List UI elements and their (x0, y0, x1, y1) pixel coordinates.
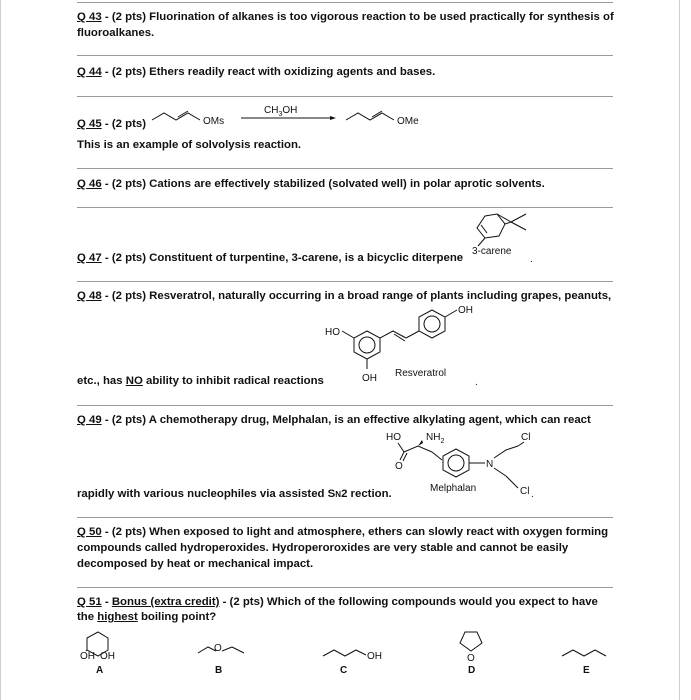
choice-d-structure (460, 632, 482, 664)
question-50-line3: decomposed by heat or mechanical impact. (77, 558, 314, 570)
period: . (530, 254, 533, 265)
melphalan-label: Melphalan (430, 483, 477, 494)
q45-reactant-structure (152, 111, 224, 127)
q45-arrow (241, 105, 336, 120)
question-44: Q 44 - (2 pts) Ethers readily react with oxidizing agents and bases. (77, 66, 436, 78)
chlorine-label: Cl (520, 486, 530, 497)
nitrogen-label: N (486, 459, 494, 470)
choice-b-label[interactable]: B (215, 665, 223, 676)
question-number[interactable]: Q 47 (77, 252, 102, 264)
oh-label: OH (100, 651, 115, 662)
question-48: Q 48 - (2 pts) Resveratrol, naturally occurring in a broad range of plants including grapes, peanuts, (77, 290, 612, 302)
resveratrol-label: Resveratrol (395, 368, 447, 379)
carene-structure (477, 214, 526, 246)
reagent-label: $CH_3OH$ (264, 105, 298, 118)
oxygen-label: O (467, 653, 475, 664)
oh-label: OH (362, 373, 377, 384)
question-number[interactable]: Q 49 (77, 414, 102, 426)
choice-c-label[interactable]: C (340, 665, 348, 676)
question-49-line2: rapidly with various nucleophiles via assisted SN2 rection. (77, 488, 392, 500)
question-number[interactable]: Q 46 (77, 178, 102, 190)
question-51-line2: the highest boiling point? (77, 611, 217, 623)
question-number[interactable]: Q 44 (77, 66, 102, 78)
choice-e-structure (562, 650, 606, 656)
question-49: Q 49 - (2 pts) A chemotherapy drug, Melphalan, is an effective alkylating agent, which can react (77, 414, 591, 426)
choice-a-structure (80, 632, 115, 662)
period: . (475, 377, 478, 388)
chlorine-label: Cl (521, 432, 531, 443)
question-43-line2: fluoroalkanes. (77, 27, 155, 39)
question-number[interactable]: Q 45 (77, 118, 102, 130)
ome-label: OMe (397, 116, 419, 127)
question-number[interactable]: Q 48 (77, 290, 102, 302)
question-47: Q 47 - (2 pts) Constituent of turpentine, 3-carene, is a bicyclic diterpene (77, 252, 464, 264)
ho-label: HO (325, 327, 340, 338)
period: . (531, 489, 534, 500)
oxygen-label: O (395, 461, 403, 472)
question-number[interactable]: Q 51 (77, 596, 102, 608)
question-51: Q 51 - Bonus (extra credit) - (2 pts) Which of the following compounds would you expect to have (77, 596, 598, 608)
question-43: Q 43 - (2 pts) Fluorination of alkanes is too vigorous reaction to be used practically for synthesis of (77, 11, 614, 23)
choice-b-structure (198, 643, 244, 654)
choice-d-label[interactable]: D (468, 665, 476, 676)
question-45: Q 45 - (2 pts) (77, 118, 146, 130)
question-45-note: This is an example of solvolysis reaction. (77, 139, 302, 151)
ho-label: HO (386, 432, 401, 443)
question-46: Q 46 - (2 pts) Cations are effectively stabilized (solvated well) in polar aprotic solvents. (77, 178, 545, 190)
question-number[interactable]: Q 43 (77, 11, 102, 23)
question-50: Q 50 - (2 pts) When exposed to light and atmosphere, ethers can slowly react with oxygen forming (77, 526, 609, 538)
choice-c-structure (323, 650, 382, 662)
question-48-line2: etc., has NO ability to inhibit radical reactions (77, 375, 324, 387)
oxygen-label: O (214, 643, 222, 654)
nh2-label: $NH_2$ (426, 432, 445, 445)
choice-e-label[interactable]: E (583, 665, 590, 676)
q45-product-structure (346, 111, 419, 127)
oh-label: OH (458, 305, 473, 316)
oh-label: OH (367, 651, 382, 662)
question-50-line2: compounds called hydroperoxides. Hydroperoroxides are very stable and cannot be easily (77, 542, 569, 554)
question-number[interactable]: Q 50 (77, 526, 102, 538)
ots-label: OMs (203, 116, 225, 127)
oh-label: OH (80, 651, 95, 662)
choice-a-label[interactable]: A (96, 665, 104, 676)
carene-label: 3-carene (472, 246, 512, 257)
